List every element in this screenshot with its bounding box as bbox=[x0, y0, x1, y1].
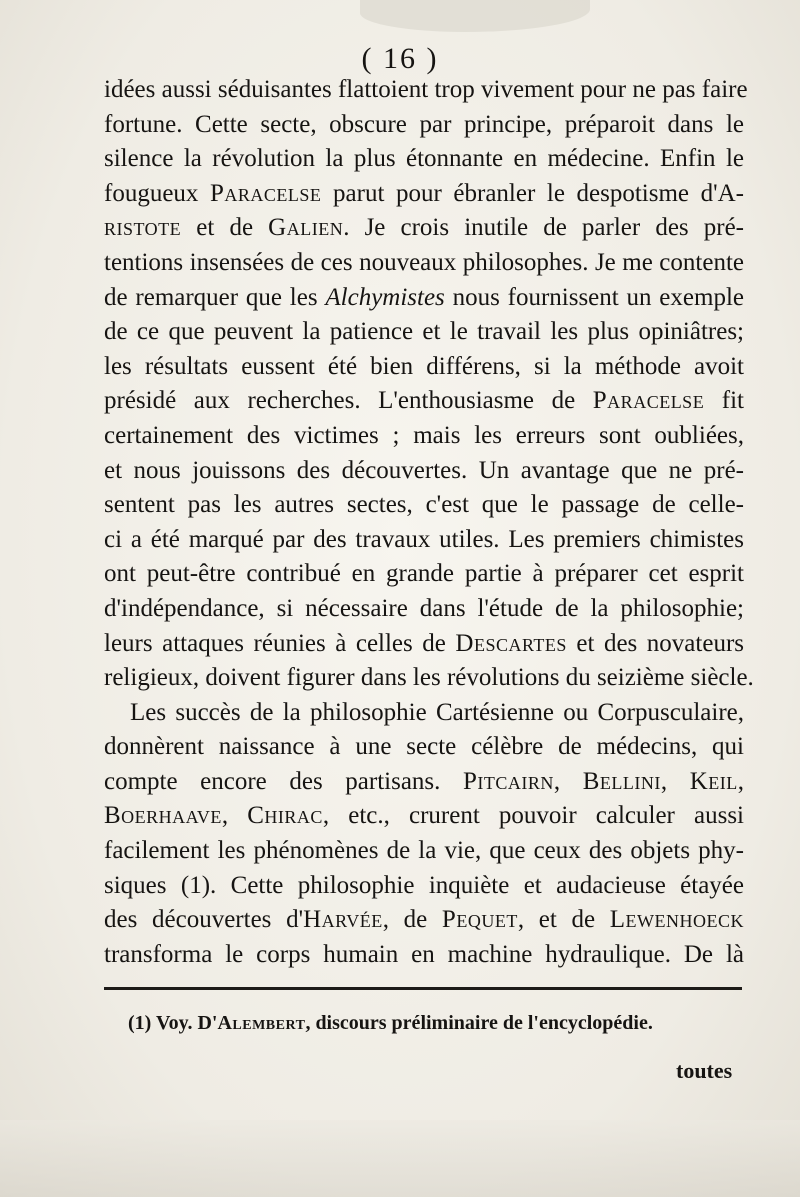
footnote-rule bbox=[104, 987, 742, 990]
text-run: de remarquer que les bbox=[104, 283, 326, 311]
text-line bbox=[104, 246, 744, 281]
proper-name: Paracelse bbox=[210, 179, 322, 207]
text-line bbox=[104, 488, 744, 523]
text-run: compte encore des partisans. bbox=[104, 767, 463, 795]
text-line bbox=[104, 315, 744, 350]
proper-name: Paracelse bbox=[592, 387, 705, 415]
text-run: siques (1). Cette philosophie inquiète et audacieuse étayée bbox=[104, 871, 744, 899]
text-line bbox=[104, 765, 744, 800]
text-run: des découvertes d' bbox=[104, 906, 304, 934]
text-run: , discours préliminaire de l'encyclopédie. bbox=[305, 1012, 653, 1034]
proper-name: Descartes bbox=[455, 629, 567, 657]
text-run: sentent pas les autres sectes, c'est que le passage de celle- bbox=[104, 491, 744, 519]
text-line bbox=[104, 350, 744, 385]
text-run: , bbox=[221, 802, 248, 830]
text-run: ci a été marqué par des travaux utiles. Les premiers chimistes bbox=[104, 525, 744, 553]
text-line bbox=[104, 281, 744, 316]
proper-name: ristote bbox=[104, 214, 182, 242]
text-run: les résultats eussent été bien différens, si la méthode avoit bbox=[104, 352, 744, 380]
text-line bbox=[104, 384, 744, 419]
paper-tear-bottom bbox=[0, 1120, 800, 1197]
text-line bbox=[104, 523, 744, 558]
text-run: fit bbox=[704, 387, 745, 415]
text-line bbox=[104, 834, 744, 869]
proper-name: Alembert bbox=[217, 1012, 306, 1034]
text-line bbox=[104, 730, 744, 765]
proper-name: Harvée bbox=[303, 906, 383, 934]
text-run: donnèrent naissance à une secte célèbre de médecins, qui bbox=[104, 733, 744, 761]
text-run: et nous jouissons des découvertes. Un avantage que ne pré- bbox=[104, 456, 744, 484]
catchword: toutes bbox=[676, 1058, 733, 1083]
text-run: nous fournissent un exemple bbox=[444, 283, 744, 311]
paper-tear-top bbox=[360, 0, 590, 32]
proper-name: Pitcairn bbox=[462, 767, 554, 795]
text-run: , bbox=[660, 767, 690, 795]
text-line bbox=[104, 419, 744, 454]
text-run: (1) Voy. D' bbox=[128, 1012, 218, 1034]
text-line bbox=[104, 799, 744, 834]
proper-name: Galien bbox=[268, 214, 344, 242]
text-line bbox=[104, 557, 744, 592]
text-run: , bbox=[553, 767, 583, 795]
footnote bbox=[128, 1012, 748, 1035]
text-run: d'indépendance, si nécessaire dans l'étude de la philosophie; bbox=[104, 594, 744, 622]
text-run: fortune. Cette secte, obscure par principe, préparoit dans le bbox=[104, 110, 744, 138]
text-line bbox=[104, 211, 744, 246]
text-run: , de bbox=[382, 906, 442, 934]
text-line bbox=[104, 592, 744, 627]
text-line bbox=[104, 177, 744, 212]
proper-name: Pequet bbox=[441, 906, 518, 934]
text-run: tentions insensées de ces nouveaux philosophes. Je me contente bbox=[104, 248, 744, 276]
text-run: , et de bbox=[517, 906, 610, 934]
text-run: et de bbox=[181, 214, 269, 242]
text-line bbox=[104, 661, 754, 696]
body-text bbox=[104, 73, 754, 972]
page-number: ( 16 ) bbox=[361, 42, 439, 75]
text-run: religieux, doivent figurer dans les révolutions du seizième siècle. bbox=[104, 664, 754, 692]
text-run: , bbox=[737, 767, 745, 795]
proper-name: Chirac bbox=[247, 802, 323, 830]
text-run: leurs attaques réunies à celles de bbox=[104, 629, 456, 657]
text-run: transforma le corps humain en machine hydraulique. De là bbox=[104, 940, 744, 968]
proper-name: Boerhaave bbox=[104, 802, 222, 830]
text-run: de ce que peuvent la patience et le travail les plus opiniâtres; bbox=[104, 318, 744, 346]
text-run: présidé aux recherches. L'enthousiasme de bbox=[104, 387, 593, 415]
text-run: facilement les phénomènes de la vie, que ceux des objets phy- bbox=[104, 837, 744, 865]
text-run: idées aussi séduisantes flattoient trop vivement pour ne pas faire bbox=[104, 76, 748, 103]
text-line bbox=[104, 869, 744, 904]
text-line bbox=[104, 903, 744, 938]
text-line bbox=[104, 627, 744, 662]
text-run: silence la révolution la plus étonnante en médecine. Enfin le bbox=[104, 145, 744, 173]
text-line bbox=[104, 73, 748, 108]
text-line bbox=[104, 454, 744, 489]
text-line bbox=[104, 142, 744, 177]
text-run: ont peut-être contribué en grande partie à préparer cet esprit bbox=[104, 560, 744, 588]
text-run: parut pour ébranler le despotisme d'A- bbox=[321, 179, 744, 207]
text-run: , etc., crurent pouvoir calculer aussi bbox=[322, 802, 744, 830]
italic-term: Alchymistes bbox=[325, 283, 445, 311]
text-run: certainement des victimes ; mais les erreurs sont oubliées, bbox=[104, 421, 744, 449]
text-run: Les succès de la philosophie Cartésienne ou Corpusculaire, bbox=[130, 698, 744, 726]
text-run: . Je crois inutile de parler des pré- bbox=[343, 214, 744, 242]
text-run: fougueux bbox=[104, 179, 211, 207]
proper-name: Keil bbox=[689, 767, 738, 795]
text-line bbox=[104, 938, 744, 973]
text-line bbox=[104, 108, 744, 143]
proper-name: Lewenhoeck bbox=[609, 906, 744, 934]
text-line bbox=[104, 696, 744, 731]
proper-name: Bellini bbox=[582, 767, 661, 795]
text-run: et des novateurs bbox=[566, 629, 744, 657]
